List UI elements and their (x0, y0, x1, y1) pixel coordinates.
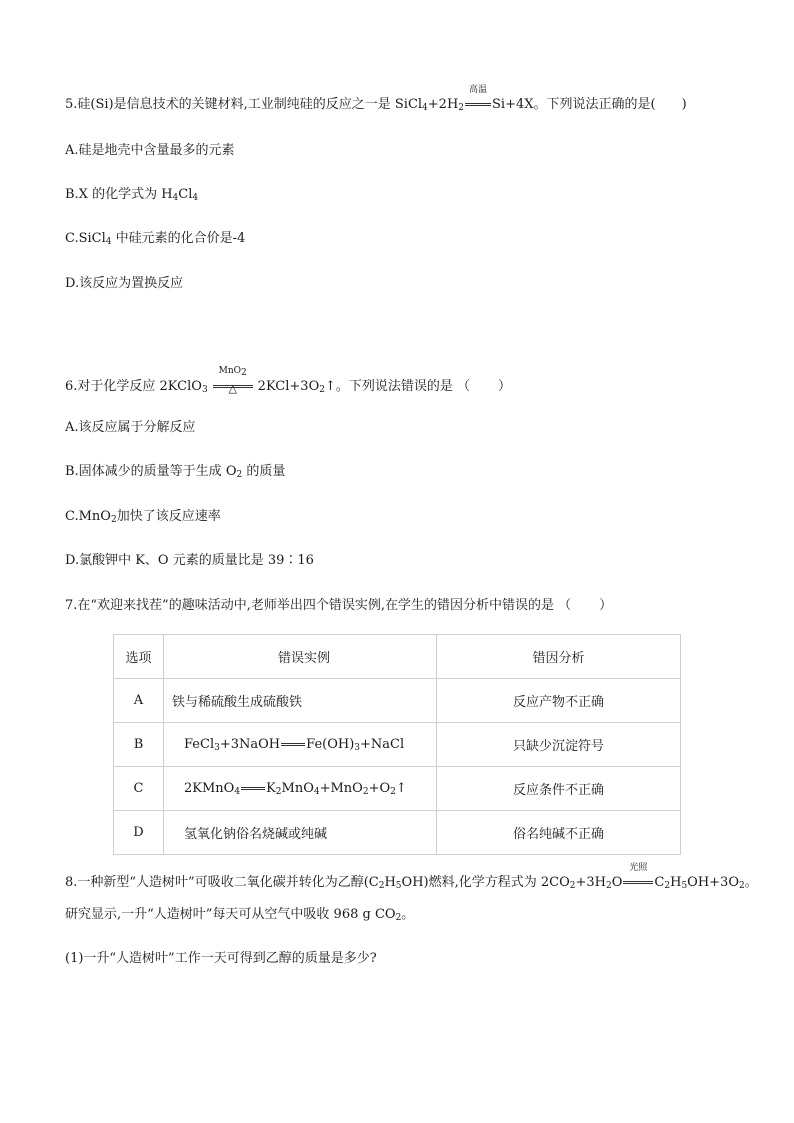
reaction-condition: MnO$_2$ △ (212, 378, 254, 396)
q8-subquestion-1: (1)一升“人造树叶”工作一天可得到乙醇的质量是多少? (65, 951, 377, 966)
q6-option-a: A.该反应属于分解反应 (65, 420, 196, 435)
table-row: C 2KMnO$_4$ $K_2MnO_4+MnO_2+O_2↑$ 反应条件不正确 (114, 767, 681, 811)
error-analysis-table (113, 634, 681, 855)
table-header-row (114, 635, 681, 679)
header-option: 选项 (114, 635, 164, 679)
q7-stem: 7.在“欢迎来找茬”的趣味活动中,老师举出四个错误实例,在学生的错因分析中错误的是 （ ） (65, 598, 613, 613)
q5-stem: 5.硅(Si)是信息技术的关键材料,工业制纯硅的反应之一是 $SiCl_4+2H_2$ 高温 Si+4X。下列说法正确的是( ) (65, 85, 687, 113)
reaction-condition: 光照 (622, 874, 654, 892)
q6-stem: 6.对于化学反应 2KClO$_3$ MnO$_2$ △ $2KCl+3O_2↑$。下列说法错误的是 （ ） (65, 366, 512, 395)
table-row: B FeCl$_3$+3NaOH $Fe(OH)_3+NaCl$ 只缺少沉淀符号 (114, 723, 681, 767)
q5-option-d: D.该反应为置换反应 (65, 276, 184, 291)
q5-option-b: B.X 的化学式为 $H_4Cl_4$ (65, 187, 199, 203)
header-example: 错误实例 (164, 635, 437, 679)
q6-option-b: B.固体减少的质量等于生成 $O_2$ 的质量 (65, 464, 286, 480)
table-row: D 氢氧化钠俗名烧碱或纯碱 俗名纯碱不正确 (114, 811, 681, 855)
q6-option-d: D.氯酸钾中 K、O 元素的质量比是 39∶16 (65, 553, 314, 568)
table-row: A 铁与稀硫酸生成硫酸铁 反应产物不正确 (114, 679, 681, 723)
header-analysis: 错因分析 (437, 635, 681, 679)
q6-option-c: C.MnO$_2$加快了该反应速率 (65, 509, 221, 525)
q8-stem: 8.一种新型“人造树叶”可吸收二氧化碳并转化为乙醇$(C_2H_5OH)$燃料,化学方程式为 $2CO_2+3H_2O$ 光照 $C_2H_5OH+3O_2$。 (65, 863, 758, 891)
q5-option-c: C.SiCl$_4$ 中硅元素的化合价是-4 (65, 231, 246, 247)
q5-option-a: A.硅是地壳中含量最多的元素 (65, 143, 235, 158)
reaction-condition: 高温 (464, 96, 492, 114)
q8-stem-line2: 研究显示,一升“人造树叶”每天可从空气中吸收 968 g $CO_2$。 (65, 907, 415, 923)
